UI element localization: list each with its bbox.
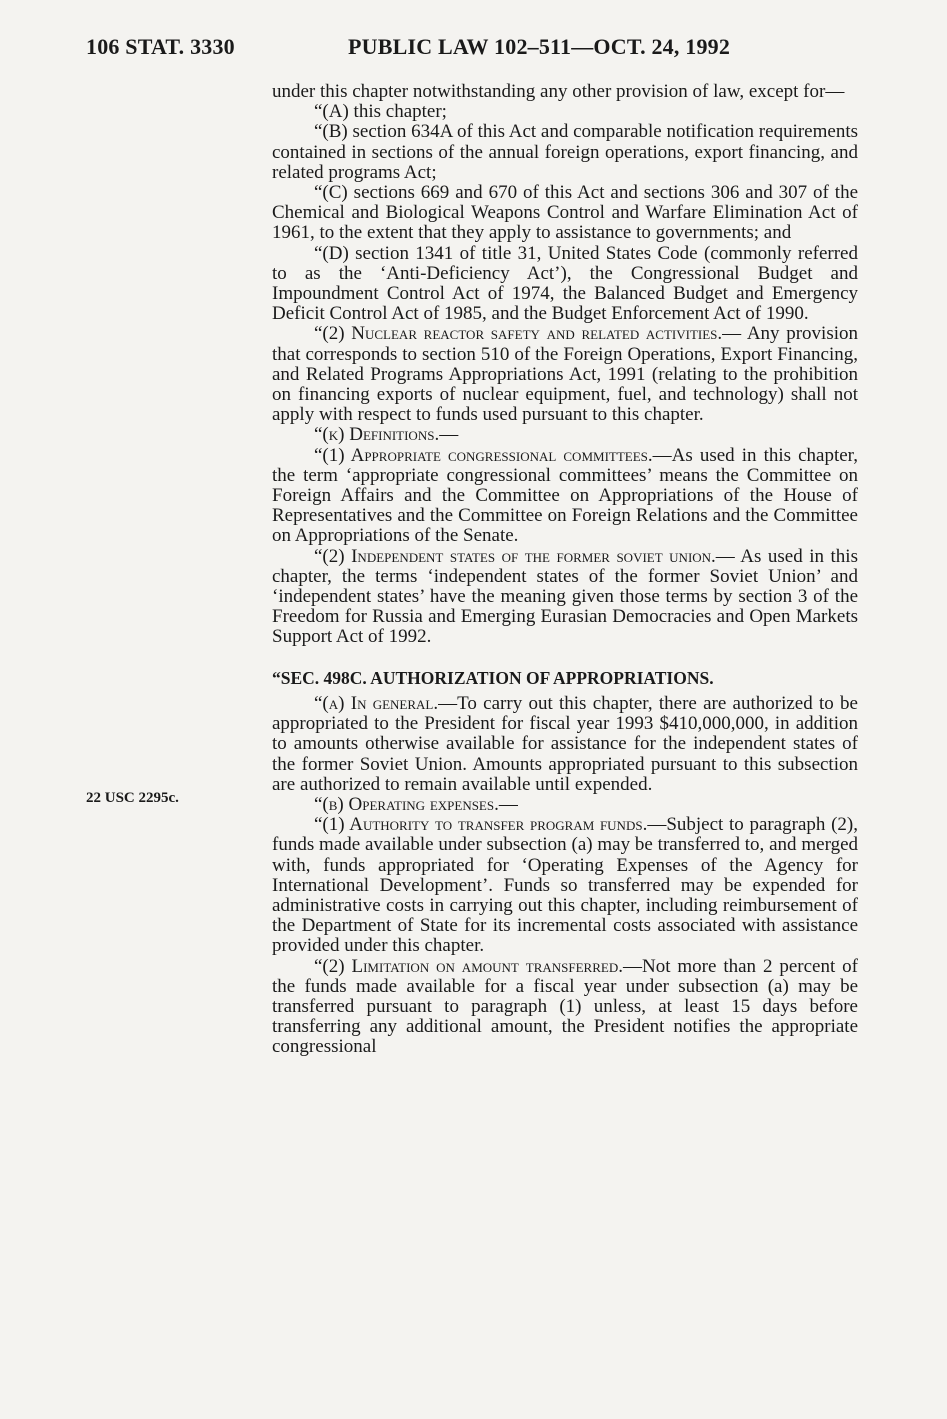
paragraph-intro: under this chapter notwithstanding any other provision of law, except for— (272, 81, 845, 102)
in-general-text: To carry out this chapter, there are authorized to be appropriated to the President for fiscal year 1993 $410,000,000, in addition to amounts otherwise available for assistance for the independent states of the former Soviet Union. Amounts appropriated pursuant to this subsection are authorized to remain available until expended. (272, 692, 858, 795)
paragraph-a: “(A) this chapter; (314, 101, 447, 123)
independent-states-heading: “(2) Independent states of the former soviet union.— (314, 545, 735, 567)
independent-states-text: As used in this chapter, the terms ‘independent states of the former Soviet Union’ and ‘independent states’ have the meaning given those terms by section 3 of the Freedom for Russia and Emerging Eurasian Democracies and Open Markets Support Act of 1992. (272, 545, 858, 648)
paragraph-transfer-authority (272, 815, 858, 956)
operating-expenses-heading: “(b) Operating expenses.— (314, 793, 518, 815)
committees-text: As used in this chapter, the term ‘appropriate congressional committees’ means the Committee on Foreign Affairs and the Committee on Appropriations of the House of Representatives and the Committee on Foreign Relations and the Committee on Appropriations of the Senate. (272, 444, 858, 547)
main-text-column (272, 82, 858, 1058)
committees-heading: “(1) Appropriate congressional committees.— (314, 444, 672, 466)
transfer-limitation-text: Not more than 2 percent of the funds made available for a fiscal year under subsection (a) may be transferred pursuant to paragraph (1) unless, at least 15 days before transferring any additional amount, the President notifies the appropriate congressional (272, 955, 859, 1058)
paragraph-in-general (272, 694, 858, 795)
paragraph-independent-states (272, 547, 858, 648)
statute-page-number: 106 STAT. 3330 (86, 34, 235, 59)
transfer-authority-text: Subject to paragraph (2), funds made available under subsection (a) may be transferred to, and merged with, funds appropriated for ‘Operating Expenses of the Agency for International Development’. Funds so transferred may be expended for administrative costs in carrying out this chapter, including reimbursement of the Department of State for its incremental costs associated with assistance provided under this chapter. (272, 814, 858, 957)
public-law-title: PUBLIC LAW 102–511—OCT. 24, 1992 (348, 34, 731, 59)
section-heading: “SEC. 498C. AUTHORIZATION OF APPROPRIATIONS. (272, 667, 714, 688)
paragraph-transfer-limitation (272, 957, 858, 1058)
definitions-heading: “(k) Definitions.— (314, 424, 459, 446)
nuclear-safety-text: Any provision that corresponds to section 510 of the Foreign Operations, Export Financing, and Related Programs Appropriations Act, 1991 (relating to the prohibition on financing exports of nuclear equipment, fuel, and technology) shall not apply with respect to funds used pursuant to this chapter. (272, 323, 858, 426)
in-general-heading: “(a) In general.— (314, 692, 458, 714)
transfer-limitation-heading: “(2) Limitation on amount transferred.— (314, 955, 642, 977)
usc-margin-citation: 22 USC 2295c. (86, 790, 179, 806)
paragraph-b: “(B) section 634A of this Act and comparable notification requirements contained in sections of the annual foreign operations, export financing, and related programs Act; (272, 121, 858, 183)
paragraph-nuclear-safety (272, 324, 858, 425)
paragraph-c: “(C) sections 669 and 670 of this Act and sections 306 and 307 of the Chemical and Biological Weapons Control and Warfare Elimination Act of 1961, to the extent that they apply to assistance to governments; and (272, 182, 858, 244)
nuclear-safety-heading: “(2) Nuclear reactor safety and related activities.— (314, 323, 742, 345)
paragraph-committees (272, 446, 858, 547)
paragraph-d: “(D) section 1341 of title 31, United States Code (commonly referred to as the ‘Anti-Deficiency Act’), the Congressional Budget and Impoundment Control Act of 1974, the Balanced Budget and Emergency Deficit Control Act of 1985, and the Budget Enforcement Act of 1990. (272, 242, 858, 325)
transfer-authority-heading: “(1) Authority to transfer program funds.— (314, 814, 667, 836)
